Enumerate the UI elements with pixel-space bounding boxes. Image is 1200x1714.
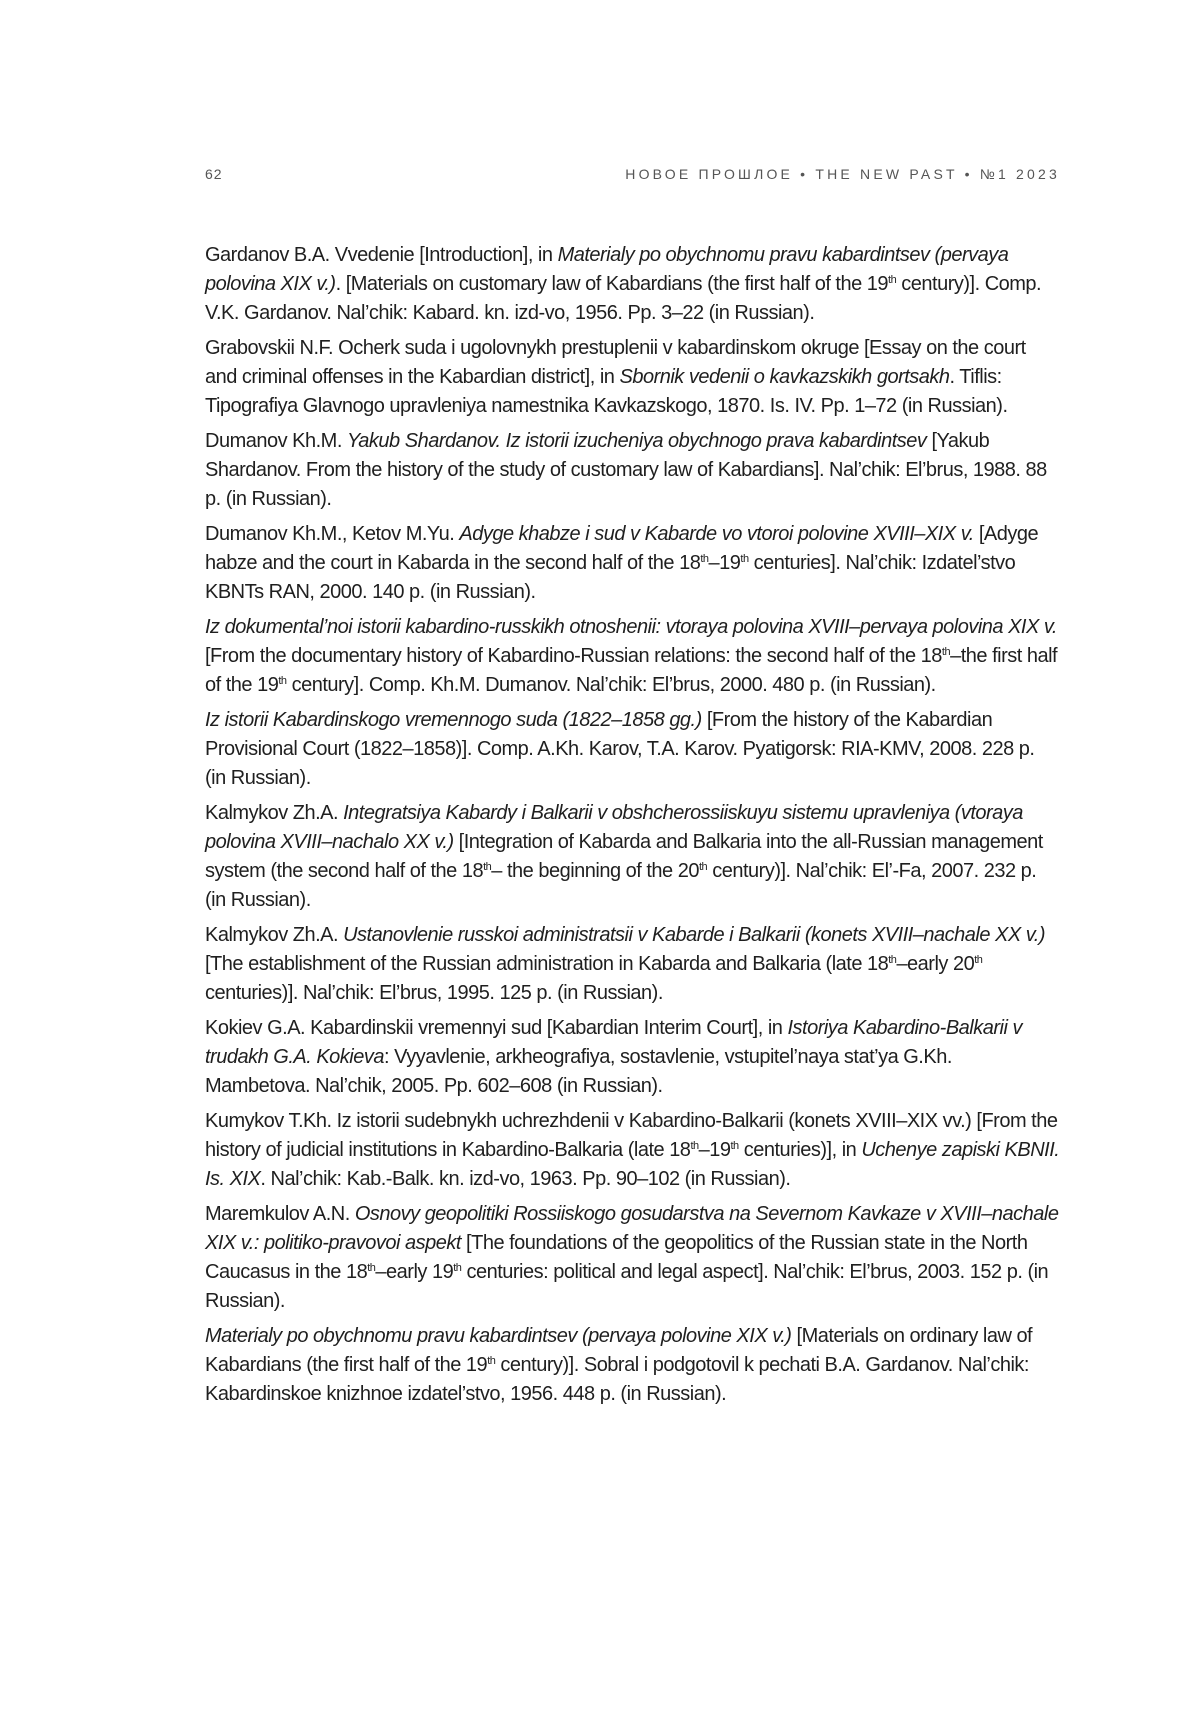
- reference-item: [205, 1014, 1060, 1101]
- reference-item: [205, 241, 1060, 328]
- reference-title: Materialy po obychnomu pravu kabardintsev (pervaya polovine XIX v.): [205, 1325, 792, 1347]
- reference-item: [205, 706, 1060, 793]
- reference-title: Yakub Shardanov. Iz istorii izucheniya obychnogo prava kabardintsev: [346, 430, 927, 452]
- reference-text: centuries)]. Nal’chik: El’brus, 1995. 125 p. (in Russian).: [205, 982, 663, 1004]
- reference-text: –the first half of the 19: [205, 645, 1058, 696]
- reference-text: [Adyge habze and the court in Kabarda in the second half of the 18: [205, 523, 1039, 574]
- reference-title: Adyge khabze i sud v Kabarde vo vtoroi polovine XVIII–XIX v.: [459, 523, 974, 545]
- ordinal-suffix: th: [730, 1140, 739, 1152]
- reference-item: [205, 427, 1060, 514]
- reference-text: century]. Comp. Kh.M. Dumanov. Nal’chik: El’brus, 2000. 480 p. (in Russian).: [286, 674, 936, 696]
- ordinal-suffix: th: [941, 646, 951, 658]
- reference-text: Kokiev G.A. Kabardinskii vremennyi sud [Kabardian Interim Court], in: [205, 1017, 788, 1039]
- reference-text: . Nal’chik: Kab.-Balk. kn. izd-vo, 1963. Pp. 90–102 (in Russian).: [260, 1168, 791, 1190]
- reference-text: Kalmykov Zh.A.: [205, 802, 344, 824]
- reference-title: Iz istorii Kabardinskogo vremennogo suda (1822–1858 gg.): [205, 709, 702, 731]
- ordinal-suffix: th: [974, 954, 983, 966]
- journal-title: НОВОЕ ПРОШЛОЕ • THE NEW PAST • №1 2023: [625, 166, 1060, 182]
- reference-item: [205, 1200, 1060, 1316]
- reference-text: centuries]. Nal’chik: Izdatel’stvo KBNTs RAN, 2000. 140 p. (in Russian).: [205, 552, 1016, 603]
- reference-text: Grabovskii N.F. Ocherk suda i ugolovnykh prestuplenii v kabardinskom okruge [Essay on the court and criminal offenses in the Kabardian district], in: [205, 337, 1026, 388]
- running-header: [205, 166, 1060, 190]
- reference-text: centuries)], in: [738, 1139, 862, 1161]
- page-number: 62: [205, 166, 223, 182]
- reference-text: . Tiflis: Tipografiya Glavnogo upravleniya namestnika Kavkazskogo, 1870. Is. IV. Pp. 1–72 (in Russian).: [205, 366, 1008, 417]
- reference-item: [205, 921, 1060, 1008]
- reference-text: Kalmykov Zh.A.: [205, 924, 344, 946]
- ordinal-suffix: th: [888, 274, 897, 286]
- reference-text: centuries: political and legal aspect]. Nal’chik: El’brus, 2003. 152 p. (in Russian).: [205, 1261, 1049, 1312]
- reference-text: Gardanov B.A. Vvedenie [Introduction], in: [205, 244, 558, 266]
- reference-item: [205, 1107, 1060, 1194]
- reference-list: [205, 241, 1060, 1415]
- ordinal-suffix: th: [487, 1355, 496, 1367]
- reference-text: –early 20: [896, 953, 975, 975]
- ordinal-suffix: th: [453, 1262, 462, 1274]
- reference-item: [205, 1322, 1060, 1409]
- reference-text: [Materials on ordinary law of Kabardians (the first half of the 19: [205, 1325, 1033, 1376]
- reference-text: –19: [708, 552, 741, 574]
- reference-text: [The foundations of the geopolitics of the Russian state in the North Caucasus in the 18: [205, 1232, 1028, 1283]
- ordinal-suffix: th: [278, 675, 287, 687]
- reference-title: Materialy po obychnomu pravu kabardintsev (pervaya polovina XIX v.): [205, 244, 1009, 295]
- reference-text: century)]. Sobral i podgotovil k pechati B.A. Gardanov. Nal’chik: Kabardinskoe knizhnoe izdatel’stvo, 1956. 448 p. (in Russian).: [205, 1354, 1029, 1405]
- reference-text: century)]. Nal’chik: El’-Fa, 2007. 232 p. (in Russian).: [205, 860, 1037, 911]
- ordinal-suffix: th: [690, 1140, 699, 1152]
- reference-title: Ustanovlenie russkoi administratsii v Kabarde i Balkarii (konets XVIII–nachale XX v.): [343, 924, 1046, 946]
- reference-title: Iz dokumental’noi istorii kabardino-russkikh otnoshenii: vtoraya polovina XVIII–pervaya polovina XIX v.: [205, 616, 1057, 638]
- reference-title: Integratsiya Kabardy i Balkarii v obshcherossiiskuyu sistemu upravleniya (vtoraya polovina XVIII–nachalo XX v.): [205, 802, 1023, 853]
- reference-text: Maremkulov A.N.: [205, 1203, 355, 1225]
- reference-text: –early 19: [375, 1261, 454, 1283]
- ordinal-suffix: th: [483, 861, 492, 873]
- ordinal-suffix: th: [740, 553, 749, 565]
- reference-title: Sbornik vedenii o kavkazskikh gortsakh: [619, 366, 950, 388]
- ordinal-suffix: th: [700, 553, 709, 565]
- reference-text: –19: [698, 1139, 731, 1161]
- reference-text: Kumykov T.Kh. Iz istorii sudebnykh uchrezhdenii v Kabardino-Balkarii (konets XVIII–XIX vv.) [From the history of judicial institutions in Kabardino-Balkaria (late 18: [205, 1110, 1058, 1161]
- reference-text: [Yakub Shardanov. From the history of the study of customary law of Kabardians]. Nal’chik: El’brus, 1988. 88 p. (in Russian).: [205, 430, 1047, 510]
- reference-item: [205, 334, 1060, 421]
- reference-text: Dumanov Kh.M., Ketov M.Yu.: [205, 523, 460, 545]
- reference-item: [205, 613, 1060, 700]
- reference-text: century)]. Comp. V.K. Gardanov. Nal’chik: Kabard. kn. izd-vo, 1956. Pp. 3–22 (in Russian).: [205, 273, 1042, 324]
- reference-text: [From the history of the Kabardian Provisional Court (1822–1858)]. Comp. A.Kh. Karov, T.A. Karov. Pyatigorsk: RIA-KMV, 2008. 228 p. (in Russian).: [205, 709, 1035, 789]
- reference-title: Istoriya Kabardino-Balkarii v trudakh G.A. Kokieva: [205, 1017, 1022, 1068]
- ordinal-suffix: th: [367, 1262, 376, 1274]
- reference-text: . [Materials on customary law of Kabardians (the first half of the 19: [335, 273, 889, 295]
- reference-text: [Integration of Kabarda and Balkaria into the all-Russian management system (the second half of the 18: [205, 831, 1043, 882]
- ordinal-suffix: th: [698, 861, 708, 873]
- reference-text: Dumanov Kh.M.: [205, 430, 347, 452]
- ordinal-suffix: th: [888, 954, 897, 966]
- reference-text: [From the documentary history of Kabardino-Russian relations: the second half of the 18: [205, 645, 942, 667]
- reference-title: Osnovy geopolitiki Rossiiskogo gosudarstva na Severnom Kavkaze v XVIII–nachale XIX v.: politiko-pravovoi aspekt: [205, 1203, 1059, 1254]
- reference-item: [205, 799, 1060, 915]
- reference-text: – the beginning of the 20: [491, 860, 699, 882]
- reference-text: : Vyyavlenie, arkheografiya, sostavlenie, vstupitel’naya stat’ya G.Kh. Mambetova. Nal’chik, 2005. Pp. 602–608 (in Russian).: [205, 1046, 952, 1097]
- reference-title: Uchenye zapiski KBNII. Is. XIX: [205, 1139, 1060, 1190]
- reference-text: [The establishment of the Russian administration in Kabarda and Balkaria (late 18: [205, 953, 889, 975]
- reference-item: [205, 520, 1060, 607]
